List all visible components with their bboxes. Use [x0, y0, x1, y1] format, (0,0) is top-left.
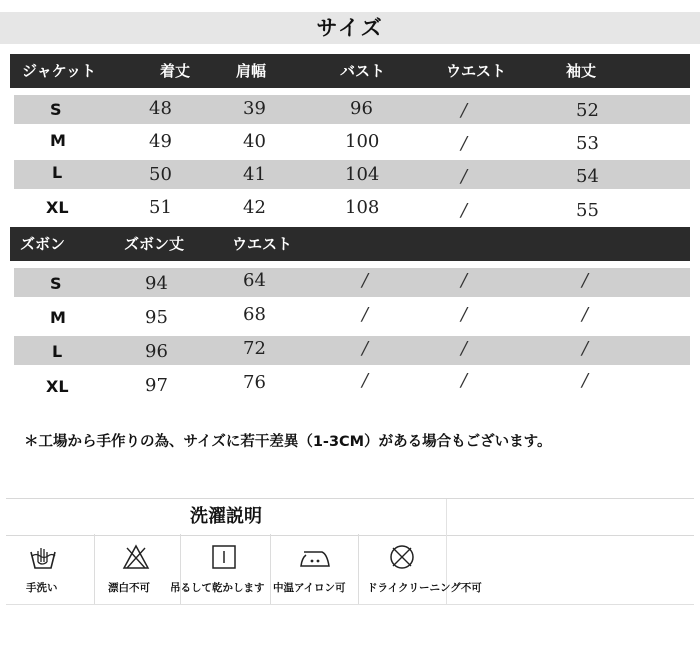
size-label: S: [50, 100, 62, 119]
table-row: [14, 336, 690, 365]
table-cell: /: [362, 370, 369, 391]
page-title: サイズ: [316, 16, 384, 40]
hang-dry-icon: [210, 542, 238, 572]
size-label: S: [50, 274, 62, 293]
table-cell: 54: [576, 166, 599, 187]
table-cell: 42: [243, 197, 266, 218]
care-label: ドライクリーニング不可: [367, 582, 482, 594]
jacket-header-waist: ウエスト: [446, 62, 507, 80]
care-label: 漂白不可: [108, 582, 150, 594]
care-bottom-line: [6, 604, 694, 605]
no-dry-clean-icon: [387, 542, 417, 572]
table-cell: 96: [350, 98, 373, 119]
table-cell: 55: [576, 200, 599, 221]
table-row: [14, 128, 690, 157]
table-row: [14, 95, 690, 124]
table-row: [14, 160, 690, 189]
pants-header: [10, 227, 690, 261]
size-label: M: [50, 131, 66, 150]
size-label: M: [50, 308, 66, 327]
table-row: [14, 370, 690, 399]
table-cell: /: [461, 338, 468, 359]
table-cell: /: [461, 100, 468, 121]
table-cell: /: [461, 370, 468, 391]
table-cell: /: [582, 370, 589, 391]
table-cell: 53: [576, 133, 599, 154]
table-cell: 96: [145, 341, 168, 362]
table-cell: 76: [243, 372, 266, 393]
table-cell: 40: [243, 131, 266, 152]
size-label: L: [52, 163, 63, 182]
table-cell: 95: [145, 307, 168, 328]
table-cell: 49: [149, 131, 172, 152]
table-cell: 104: [345, 164, 380, 185]
table-cell: /: [461, 200, 468, 221]
table-cell: 72: [243, 338, 266, 359]
jacket-header-length: 着丈: [160, 62, 191, 80]
table-row: [14, 194, 690, 223]
pants-header-label: ズボン: [20, 235, 66, 253]
table-cell: /: [582, 338, 589, 359]
care-title: 洗濯説明: [190, 506, 262, 527]
jacket-header-bust: バスト: [340, 62, 386, 80]
table-cell: 50: [149, 164, 172, 185]
hand-wash-icon: [28, 542, 58, 572]
jacket-header: [10, 54, 690, 88]
care-label: 中温アイロン可: [273, 582, 346, 594]
size-label: XL: [46, 377, 69, 396]
table-cell: /: [461, 304, 468, 325]
table-row: [14, 302, 690, 331]
size-note: ＊工場から手作りの為、サイズに若干差異（1-3CM）がある場合もございます。: [24, 434, 552, 450]
table-cell: 94: [145, 273, 168, 294]
care-label: 吊るして乾かします: [170, 582, 265, 594]
table-cell: 48: [149, 98, 172, 119]
table-cell: 68: [243, 304, 266, 325]
size-label: L: [52, 342, 63, 361]
pants-header-waist: ウエスト: [232, 235, 293, 253]
table-cell: 52: [576, 100, 599, 121]
table-cell: /: [461, 133, 468, 154]
care-divider: [358, 534, 359, 604]
table-cell: 64: [243, 270, 266, 291]
pants-header-length: ズボン丈: [124, 235, 185, 253]
table-cell: /: [362, 270, 369, 291]
table-cell: /: [582, 270, 589, 291]
table-cell: 41: [243, 164, 266, 185]
table-cell: 108: [345, 197, 380, 218]
table-cell: /: [461, 166, 468, 187]
care-divider: [94, 534, 95, 604]
size-label: XL: [46, 198, 69, 217]
table-cell: 97: [145, 375, 168, 396]
care-label: 手洗い: [26, 582, 58, 594]
table-cell: /: [461, 270, 468, 291]
iron-medium-icon: [298, 542, 332, 572]
table-cell: 100: [345, 131, 380, 152]
jacket-header-sleeve: 袖丈: [566, 62, 597, 80]
table-cell: 39: [243, 98, 266, 119]
care-divider: [270, 534, 271, 604]
table-cell: 51: [149, 197, 172, 218]
jacket-header-label: ジャケット: [22, 62, 96, 80]
table-cell: /: [362, 304, 369, 325]
table-row: [14, 268, 690, 297]
table-cell: /: [582, 304, 589, 325]
no-bleach-icon: [121, 542, 151, 572]
table-cell: /: [362, 338, 369, 359]
jacket-header-shoulder: 肩幅: [236, 62, 267, 80]
